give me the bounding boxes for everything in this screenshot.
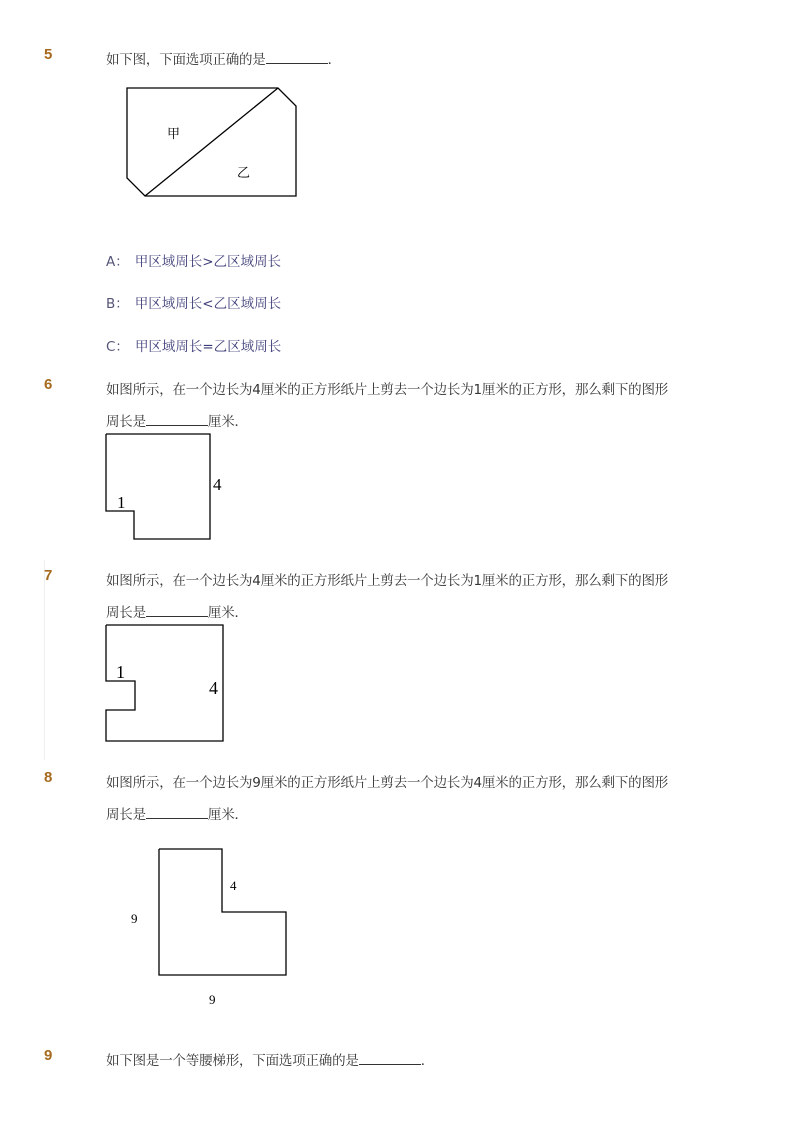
figure-6-outline xyxy=(106,434,210,539)
question-9-end: ． xyxy=(420,1053,435,1069)
question-5-stem xyxy=(106,48,341,68)
question-5-end: ． xyxy=(327,52,341,68)
option-b[interactable] xyxy=(106,292,281,312)
question-7-prefix: 周长是 xyxy=(106,605,146,621)
answer-blank-9[interactable] xyxy=(359,1052,421,1065)
question-7-line1: 如图所示，在一个边长为4厘米的正方形纸片上剪去一个边长为1厘米的正方形，那么剩下的图形 xyxy=(106,573,669,589)
figure-5-diagonal xyxy=(145,88,278,196)
figure-5-region-a-label: 甲 xyxy=(167,127,181,142)
figure-6-cut-square xyxy=(100,428,230,544)
figure-6-cut-label: 1 xyxy=(117,493,126,512)
option-a-text: 甲区域周长>乙区域周长 xyxy=(134,254,282,270)
question-7-suffix: 厘米． xyxy=(207,605,248,621)
option-c-text: 甲区域周长=乙区域周长 xyxy=(134,339,282,355)
question-6-line2 xyxy=(106,410,248,430)
figure-7-notched-square xyxy=(100,620,230,746)
figure-6-side-label: 4 xyxy=(213,475,222,494)
option-c-key: C： xyxy=(106,339,129,355)
question-8-prefix: 周长是 xyxy=(106,807,146,823)
figure-8-outline xyxy=(159,849,286,975)
answer-blank-5[interactable] xyxy=(266,51,328,64)
question-6-line1: 如图所示，在一个边长为4厘米的正方形纸片上剪去一个边长为1厘米的正方形，那么剩下的图形 xyxy=(106,382,669,398)
question-number-8: 8 xyxy=(44,769,53,786)
answer-blank-7[interactable] xyxy=(146,604,208,617)
figure-8-cut-label: 4 xyxy=(230,878,237,893)
question-8-suffix: 厘米． xyxy=(207,807,248,823)
question-9-text: 如下图是一个等腰梯形，下面选项正确的是 xyxy=(106,1053,359,1069)
option-a[interactable] xyxy=(106,250,281,270)
figure-5-region-b-label: 乙 xyxy=(237,166,251,181)
figure-8-l-shape xyxy=(125,842,295,1012)
question-8-line1: 如图所示，在一个边长为9厘米的正方形纸片上剪去一个边长为4厘米的正方形，那么剩下的图形 xyxy=(106,775,669,791)
question-number-5: 5 xyxy=(44,46,53,63)
question-9-stem xyxy=(106,1049,434,1069)
question-number-6: 6 xyxy=(44,376,53,393)
figure-7-outline xyxy=(106,625,223,741)
figure-8-bottom-label: 9 xyxy=(209,992,216,1007)
question-7-line2 xyxy=(106,601,248,621)
option-c[interactable] xyxy=(106,335,281,355)
figure-8-left-label: 9 xyxy=(131,911,138,926)
option-b-key: B： xyxy=(106,296,129,312)
margin-rule xyxy=(44,560,45,760)
figure-5-divided-rectangle xyxy=(120,82,305,204)
answer-blank-6[interactable] xyxy=(146,413,208,426)
option-b-text: 甲区域周长<乙区域周长 xyxy=(134,296,282,312)
question-number-7: 7 xyxy=(44,567,53,584)
figure-7-cut-label: 1 xyxy=(116,662,125,682)
question-6-prefix: 周长是 xyxy=(106,414,146,430)
question-5-text: 如下图，下面选项正确的是 xyxy=(106,52,266,68)
answer-blank-8[interactable] xyxy=(146,806,208,819)
question-number-9: 9 xyxy=(44,1047,53,1064)
figure-7-side-label: 4 xyxy=(209,678,218,698)
question-6-suffix: 厘米． xyxy=(207,414,248,430)
question-8-line2 xyxy=(106,803,248,823)
option-a-key: A： xyxy=(106,254,129,270)
